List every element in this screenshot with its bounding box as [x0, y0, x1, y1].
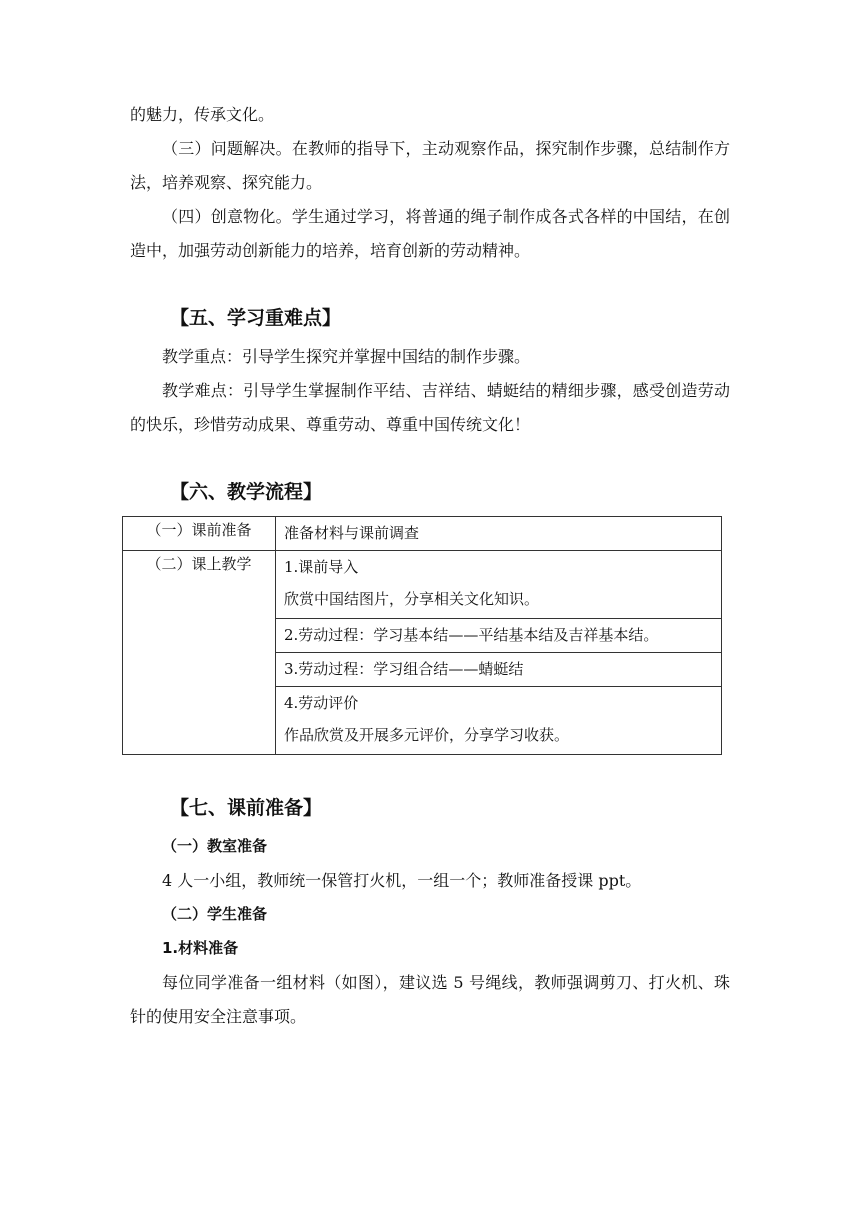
step-title: 4.劳动评价: [284, 694, 359, 712]
step-detail: 作品欣赏及开展多元评价，分享学习收获。: [284, 726, 570, 744]
paragraph-problem-solving: （三）问题解决。在教师的指导下，主动观察作品，探究制作步骤，总结制作方法，培养观察、探究能力。: [130, 139, 730, 192]
content-cell: [276, 653, 722, 687]
step-title: 1.课前导入: [284, 558, 359, 576]
content-cell: [276, 517, 722, 551]
intro-line: 的魅力，传承文化。: [130, 105, 275, 124]
teaching-focus: 教学重点：引导学生探究并掌握中国结的制作步骤。: [162, 347, 531, 366]
step-title: 3.劳动过程：学习组合结——蜻蜓结: [284, 660, 524, 678]
teaching-flow-table: [122, 516, 722, 755]
content-cell: [276, 551, 722, 619]
table-row: [123, 517, 722, 551]
materials-text: 每位同学准备一组材料（如图），建议选 5 号绳线，教师强调剪刀、打火机、珠针的使用安全注意事项。: [130, 973, 730, 1026]
content-cell: [276, 619, 722, 653]
section-heading-flow: 【六、教学流程】: [170, 481, 323, 503]
subheading-student: （二）学生准备: [162, 905, 268, 923]
subheading-classroom: （一）教室准备: [162, 837, 268, 855]
stage-cell: （二）课上教学: [123, 551, 276, 755]
classroom-preparation-text: 4 人一小组，教师统一保管打火机，一组一个；教师准备授课 ppt。: [162, 871, 642, 890]
stage-cell: （一）课前准备: [123, 517, 276, 551]
section-heading-preparation: 【七、课前准备】: [170, 797, 323, 819]
teaching-difficulty: 教学难点：引导学生掌握制作平结、吉祥结、蜻蜓结的精细步骤，感受创造劳动的快乐，珍惜劳动成果、尊重劳动、尊重中国传统文化！: [130, 381, 730, 434]
paragraph-creative: （四）创意物化。学生通过学习，将普通的绳子制作成各式各样的中国结，在创造中，加强劳动创新能力的培养，培育创新的劳动精神。: [130, 207, 730, 260]
content-text: 准备材料与课前调查: [284, 524, 420, 542]
table-row: [123, 551, 722, 619]
subheading-materials: 1.材料准备: [162, 939, 239, 957]
step-title: 2.劳动过程：学习基本结——平结基本结及吉祥基本结。: [284, 626, 659, 644]
content-cell: [276, 687, 722, 755]
section-heading-difficulties: 【五、学习重难点】: [170, 307, 342, 329]
step-detail: 欣赏中国结图片，分享相关文化知识。: [284, 590, 540, 608]
